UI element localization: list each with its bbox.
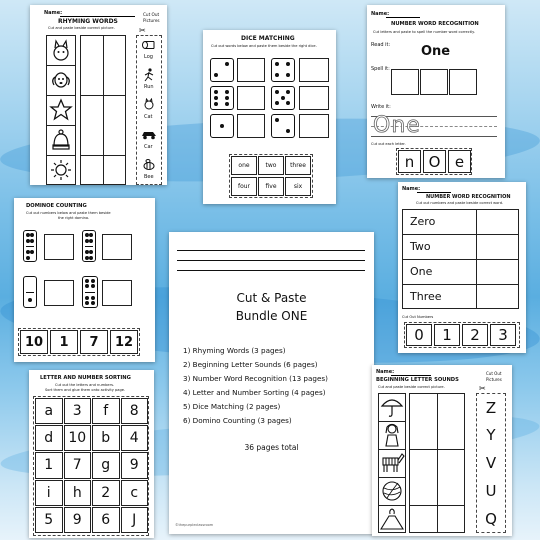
cut-letter[interactable]: Y [486, 426, 496, 444]
sun-icon [49, 158, 73, 182]
car-icon [141, 129, 157, 140]
cut-number[interactable]: 3 [490, 324, 516, 346]
answer-box [237, 114, 265, 138]
spell-box [391, 69, 419, 95]
cover-list-item: 1) Rhyming Words (3 pages) [183, 346, 286, 355]
cut-letter[interactable]: n [398, 150, 421, 173]
log-icon [142, 39, 156, 51]
sheet-title: DOMINOE COUNTING [26, 203, 87, 209]
number-word: One [410, 265, 433, 278]
sort-tile[interactable]: d [35, 425, 63, 451]
cut-letter[interactable]: O [423, 150, 446, 173]
cut-word[interactable]: four [231, 177, 257, 196]
answer-box [299, 86, 329, 110]
cut-word[interactable]: one [231, 156, 257, 175]
cover-subtitle: Bundle ONE [235, 309, 308, 323]
read-label: Read it: [371, 42, 391, 48]
scissors-icon: ✂ [139, 26, 146, 35]
cut-number[interactable]: 10 [20, 330, 48, 354]
cut-number[interactable]: 0 [406, 324, 432, 346]
sheet-subtitle: Cut and paste beside correct picture. [378, 385, 445, 389]
zebra-icon [379, 452, 405, 474]
die-six [210, 86, 234, 110]
answer-box [102, 234, 132, 260]
number-word: Two [410, 240, 431, 253]
die-five [271, 86, 295, 110]
bee-icon [142, 159, 156, 170]
spell-box [449, 69, 477, 95]
cut-letter[interactable]: V [485, 454, 497, 472]
sheet-title: NUMBER WORD RECOGNITION [391, 21, 479, 27]
sheet-subtitle: Cut and paste beside correct picture. [48, 26, 115, 30]
credit-text: ©thepurpleclassroom [175, 523, 214, 527]
die-one [210, 114, 234, 138]
sheet-subtitle: Cut out words below and paste them beside the right dice. [211, 44, 317, 48]
cover-list-item: 4) Letter and Number Sorting (4 pages) [183, 388, 326, 397]
sort-tile[interactable]: 6 [92, 507, 120, 533]
sort-tile[interactable]: 9 [121, 452, 149, 478]
cut-word[interactable]: two [258, 156, 284, 175]
cut-word[interactable]: six [285, 177, 311, 196]
volcano-icon [380, 508, 404, 530]
cut-word[interactable]: Car [144, 144, 153, 150]
sort-tile[interactable]: 8 [121, 398, 149, 424]
sort-tile[interactable]: i [35, 480, 63, 506]
cover-list-item: 5) Dice Matching (2 pages) [183, 402, 281, 411]
sheet-subtitle: Cut letters and paste to spell the number word correctly. [373, 30, 475, 34]
answer-box [237, 86, 265, 110]
umbrella-icon [380, 396, 404, 418]
sort-tile[interactable]: 10 [64, 425, 92, 451]
cut-number[interactable]: 2 [462, 324, 488, 346]
answer-box [237, 58, 265, 82]
sort-tile[interactable]: b [92, 425, 120, 451]
cut-letter[interactable]: e [448, 150, 471, 173]
domino [82, 276, 98, 308]
domino [23, 230, 37, 262]
number-word-recognition-sheet-2 [398, 182, 526, 353]
sheet-title: BEGINNING LETTER SOUNDS [376, 377, 459, 383]
dice-matching-sheet [203, 30, 336, 204]
name-label: Name: [402, 186, 421, 192]
write-label: Write it: [371, 104, 391, 110]
sort-tile[interactable]: J [121, 507, 149, 533]
sort-tile[interactable]: 4 [121, 425, 149, 451]
hat-icon [49, 128, 73, 152]
spell-box [420, 69, 448, 95]
cut-label: Pictures [486, 377, 502, 382]
spell-label: Spell it: [371, 66, 390, 72]
die-two [210, 58, 234, 82]
cut-word[interactable]: five [258, 177, 284, 196]
sheet-title: NUMBER WORD RECOGNITION [426, 194, 511, 200]
cut-label: Cut Out [486, 371, 502, 376]
cover-title: Cut & Paste [236, 291, 307, 305]
cut-number[interactable]: 1 [50, 330, 78, 354]
sheet-title: LETTER AND NUMBER SORTING [40, 375, 131, 381]
sort-tile[interactable]: h [64, 480, 92, 506]
cut-label: Pictures [143, 18, 160, 23]
cat-icon [49, 38, 73, 62]
sort-tile[interactable]: 7 [64, 452, 92, 478]
name-label: Name: [376, 369, 395, 375]
cut-label: Cut out each letter. [371, 142, 406, 146]
sheet-subtitle: Cut out numbers below and paste them beside [26, 211, 111, 215]
beginning-letter-sounds-sheet [372, 365, 512, 536]
sort-tile[interactable]: 2 [92, 480, 120, 506]
letter-number-sorting-sheet [29, 370, 154, 538]
rhyming-words-sheet [30, 5, 167, 185]
cover-list-item: 2) Beginning Letter Sounds (6 pages) [183, 360, 318, 369]
answer-box [299, 114, 329, 138]
star-icon [49, 98, 73, 122]
cut-word[interactable]: Bee [144, 174, 154, 180]
dog-icon [49, 68, 73, 92]
sort-tile[interactable]: g [92, 452, 120, 478]
cut-letter[interactable]: Z [485, 399, 497, 417]
cut-number[interactable]: 1 [434, 324, 460, 346]
sheet-title: RHYMING WORDS [58, 18, 118, 25]
answer-box [102, 280, 132, 306]
answer-box [299, 58, 329, 82]
cover-list-item: 6) Domino Counting (3 pages) [183, 416, 292, 425]
cover-sheet [169, 232, 374, 534]
sheet-subtitle: the right domino. [58, 216, 90, 220]
cut-number[interactable]: 7 [80, 330, 108, 354]
cover-total: 36 pages total [244, 443, 299, 452]
cut-word[interactable]: Log [144, 54, 153, 60]
cover-list-item: 3) Number Word Recognition (13 pages) [183, 374, 328, 383]
name-label: Name: [44, 10, 63, 16]
cut-word[interactable]: Cat [144, 114, 153, 120]
sort-tile[interactable]: f [92, 398, 120, 424]
die-four [271, 58, 295, 82]
girl-icon [381, 423, 403, 447]
cut-label: Cut Out [143, 12, 160, 17]
trace-word: One [373, 113, 421, 138]
domino [23, 276, 37, 308]
sheet-subtitle: Sort them and glue them onto activity page. [45, 388, 126, 392]
answer-box [44, 234, 74, 260]
sheet-subtitle: Cut out the letters and numbers. [55, 383, 115, 387]
sort-tile[interactable]: 9 [64, 507, 92, 533]
domino-counting-sheet [14, 198, 155, 362]
sheet-title: DICE MATCHING [241, 35, 295, 42]
number-word: Zero [410, 215, 436, 228]
domino [82, 230, 96, 262]
answer-box [44, 280, 74, 306]
number-word: Three [410, 290, 442, 303]
yarn-icon [380, 479, 404, 503]
sort-tile[interactable]: 5 [35, 507, 63, 533]
cat-icon [143, 98, 155, 110]
name-label: Name: [371, 11, 390, 17]
scissors-icon: ✂ [479, 384, 486, 393]
cut-word[interactable]: three [285, 156, 311, 175]
number-word-recognition-sheet [367, 5, 505, 178]
cut-letter[interactable]: U [485, 482, 497, 500]
cut-label: Cut Out Numbers [402, 315, 434, 319]
cut-letter[interactable]: Q [485, 510, 497, 528]
sheet-subtitle: Cut out numbers and paste beside correct word. [416, 201, 504, 205]
runner-icon [143, 68, 155, 82]
sort-tile[interactable]: a [35, 398, 63, 424]
cut-number[interactable]: 12 [110, 330, 138, 354]
die-two [271, 114, 295, 138]
sort-tile[interactable]: c [121, 480, 149, 506]
cut-word[interactable]: Run [144, 84, 154, 90]
sort-tile[interactable]: 3 [64, 398, 92, 424]
sort-tile[interactable]: 1 [35, 452, 63, 478]
number-word: One [421, 44, 451, 59]
